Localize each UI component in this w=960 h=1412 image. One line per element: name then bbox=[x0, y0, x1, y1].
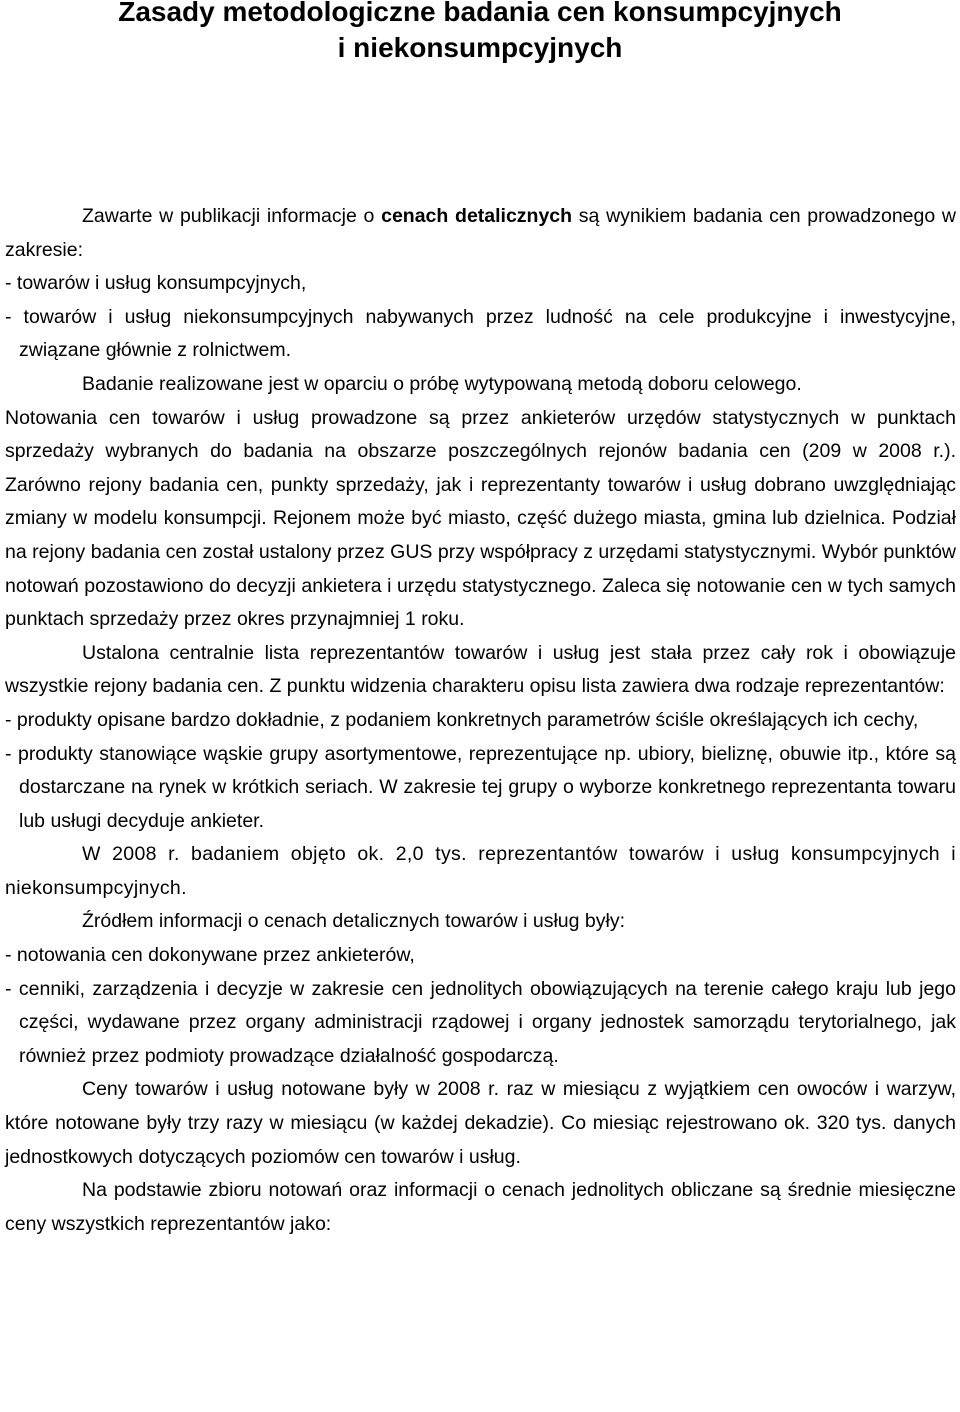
coverage-paragraph: W 2008 r. badaniem objęto ok. 2,0 tys. reprezentantów towarów i usług konsumpcyjnych i niekonsumpcyjnych. bbox=[5, 843, 956, 899]
scope-list-item: - towarów i usług niekonsumpcyjnych nabywanych przez ludność na cele produkcyjne i inwestycyjne, związane głównie z rolnictwem. bbox=[5, 305, 956, 362]
intro-bold-term: cenach detalicznych bbox=[381, 205, 573, 227]
intro-lead: Zawarte w publikacji informacje o bbox=[82, 205, 382, 227]
price-recording-paragraph: Notowania cen towarów i usług prowadzone są przez ankieterów urzędów statystycznych w punktach sprzedaży wybranych do badania na obszarze poszczególnych rejonów badania cen (209 w 2008 r.). Zarówno rejony badania cen, punkty sprzedaży, jak i reprezentanty towarów i usług dobrano uwzględniając zmiany w modelu konsumpcji. Rejonem może być miasto, część dużego miasta, gmina lub dzielnica. Podział na rejony badania cen został ustalony przez GUS przy współpracy z urzędami statystycznymi. Wybór punktów notowań pozostawiono do decyzji ankietera i urzędu statystycznego. Zaleca się notowanie cen w tych samych punktach sprzedaży przez okres przynajmniej 1 roku. bbox=[5, 406, 956, 631]
representative-type-item: - produkty stanowiące wąskie grupy asortymentowe, reprezentujące np. ubiory, bieliznę, obuwie itp., które są dostarczane na rynek w krótkich seriach. W zakresie tej grupy o wyborze konkretnego reprezentanta towaru lub usługi decyduje ankieter. bbox=[5, 742, 956, 832]
averages-paragraph: Na podstawie zbioru notowań oraz informacji o cenach jednolitych obliczane są średnie miesięczne ceny wszystkich reprezentantów jako: bbox=[5, 1179, 956, 1235]
frequency-paragraph: Ceny towarów i usług notowane były w 2008 r. raz w miesiącu z wyjątkiem cen owoców i warzyw, które notowane były trzy razy w miesiącu (w każdej dekadzie). Co miesiąc rejestrowano ok. 320 tys. danych jednostkowych dotyczących poziomów cen towarów i usług. bbox=[5, 1078, 956, 1168]
document-body bbox=[5, 200, 956, 1241]
representative-type-item: - produkty opisane bardzo dokładnie, z podaniem konkretnych parametrów ściśle określających ich cechy, bbox=[5, 708, 919, 731]
source-list-item: - cenniki, zarządzenia i decyzje w zakresie cen jednolitych obowiązujących na terenie całego kraju lub jego części, wydawane przez organy administracji rządowej i organy jednostek samorządu terytorialnego, jak również przez podmioty prowadzące działalność gospodarczą. bbox=[5, 977, 956, 1067]
sources-paragraph: Źródłem informacji o cenach detalicznych towarów i usług były: bbox=[82, 910, 625, 933]
intro-tail: są wynikiem badania cen prowadzonego w zakresie: bbox=[5, 205, 956, 261]
representatives-paragraph: Ustalona centralnie lista reprezentantów towarów i usług jest stała przez cały rok i obowiązuje wszystkie rejony badania cen. Z punktu widzenia charakteru opisu lista zawiera dwa rodzaje reprezentantów: bbox=[5, 641, 956, 698]
scope-list-item: - towarów i usług konsumpcyjnych, bbox=[5, 272, 307, 295]
page-title bbox=[0, 0, 960, 66]
title-line-2: i niekonsumpcyjnych bbox=[337, 32, 623, 63]
title-line-1: Zasady metodologiczne badania cen konsumpcyjnych bbox=[118, 0, 842, 27]
sampling-paragraph: Badanie realizowane jest w oparciu o próbę wytypowaną metodą doboru celowego. bbox=[82, 372, 802, 395]
source-list-item: - notowania cen dokonywane przez ankieterów, bbox=[5, 944, 415, 967]
intro-paragraph bbox=[5, 200, 956, 267]
